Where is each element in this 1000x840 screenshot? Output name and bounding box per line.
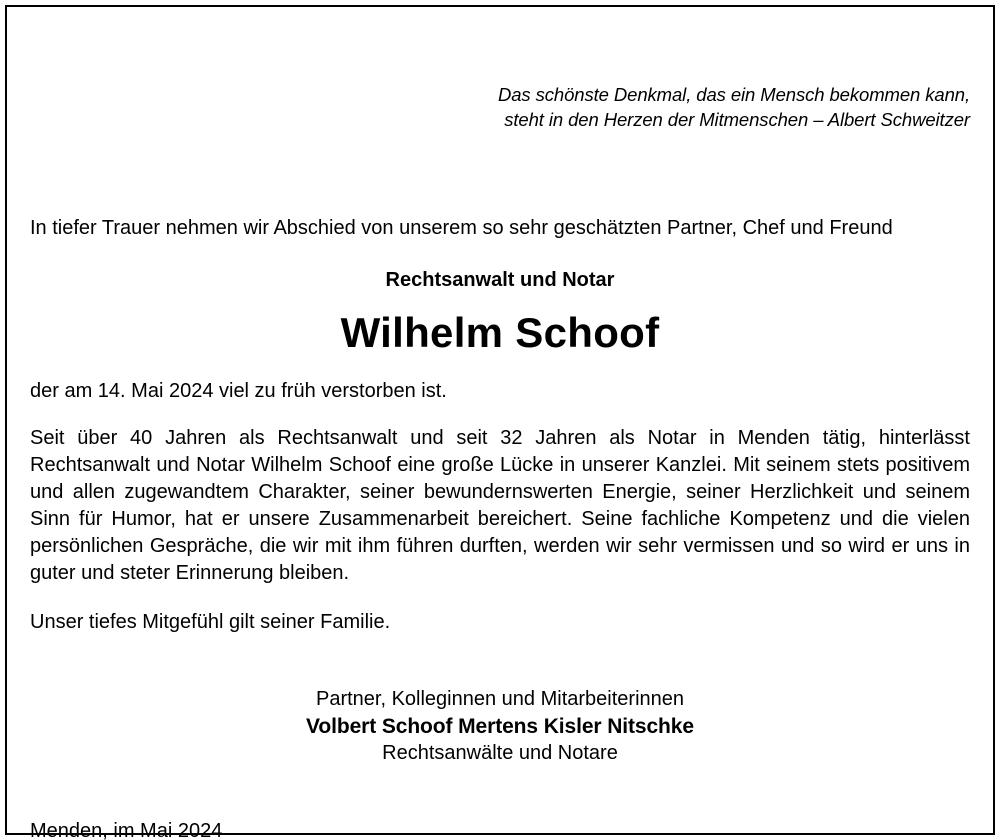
sympathy-line: Unser tiefes Mitgefühl gilt seiner Familie.	[30, 611, 391, 633]
epigraph-line-1: Das schönste Denkmal, das ein Mensch bekommen kann,	[497, 84, 970, 105]
epigraph-line-2: steht in den Herzen der Mitmenschen – Albert Schweitzer	[504, 109, 970, 130]
signatory-group: Partner, Kolleginnen und Mitarbeiterinnen	[315, 688, 685, 710]
firm-profession: Rechtsanwälte und Notare	[382, 742, 618, 764]
profession-title: Rechtsanwalt und Notar	[385, 269, 615, 291]
signature-block	[30, 635, 970, 767]
epigraph-quote	[30, 0, 970, 132]
intro-text: In tiefer Trauer nehmen wir Abschied von unserem so sehr geschätzten Partner, Chef und Freund	[30, 217, 893, 239]
deceased-name: Wilhelm Schoof	[340, 309, 660, 356]
tribute-paragraph: Seit über 40 Jahren als Rechtsanwalt und seit 32 Jahren als Notar in Menden tätig, hinterlässt Rechtsanwalt und Notar Wilhelm Schoof eine große Lücke in unserer Kanzlei. Mit seinem stets positivem und allen zugewandtem Charakter, seiner bewundernswerten Energie, seiner Herzlichkeit und seinem Sinn für Humor, hat er unsere Zusammenarbeit bereichert. Seine fachliche Kompetenz und die vielen persönlichen Gespräche, die wir mit ihm führen durften, werden wir sehr vermissen und so wird er uns in guter und steter Erinnerung bleiben.	[30, 427, 970, 584]
firm-name: Volbert Schoof Mertens Kisler Nitschke	[306, 715, 694, 738]
death-date-line: der am 14. Mai 2024 viel zu früh verstorben ist.	[30, 380, 447, 402]
place-and-date: Menden, im Mai 2024	[30, 820, 223, 840]
